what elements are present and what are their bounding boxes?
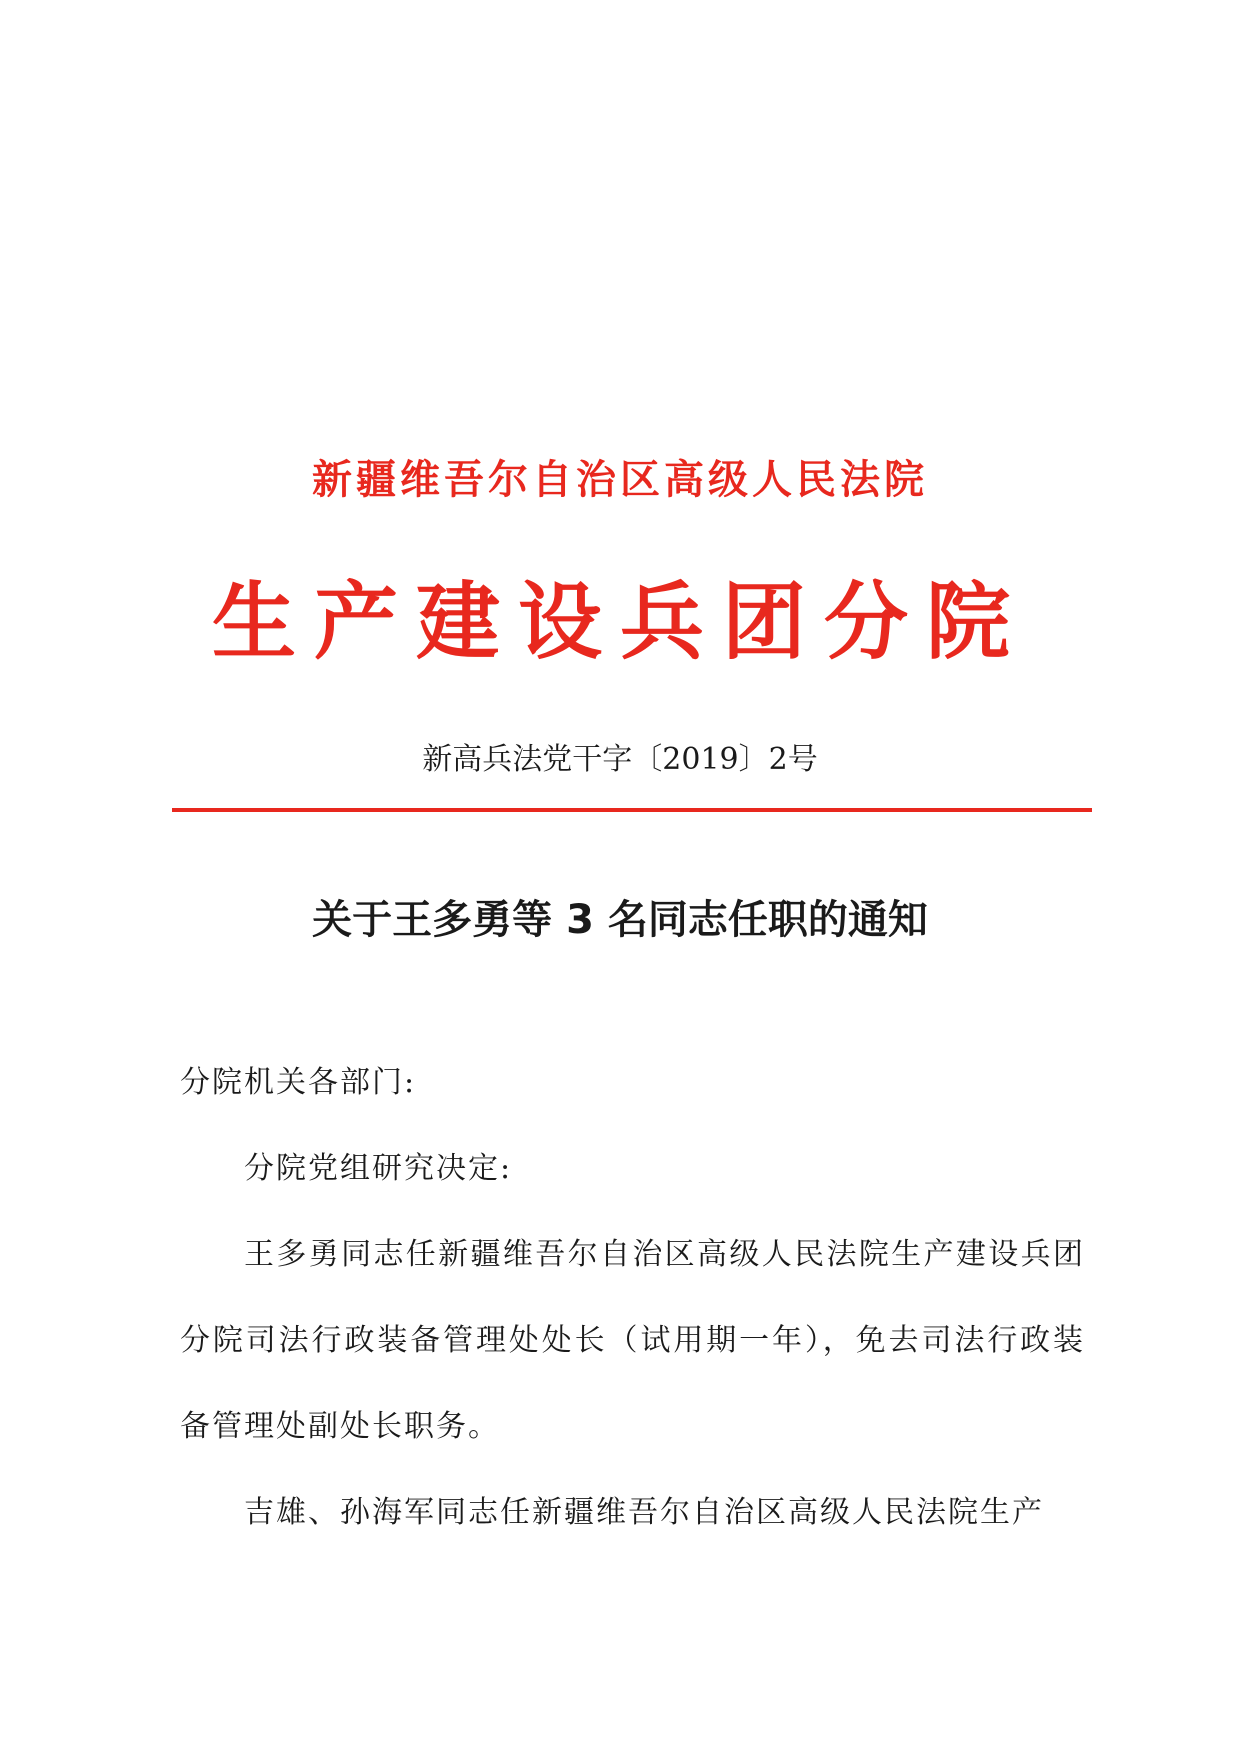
document-number: 新高兵法党干字〔2019〕2号 [422,742,818,777]
notice-title: 关于王多勇等 3 名同志任职的通知 [312,897,928,943]
body-paragraphs [180,1126,1085,1556]
red-separator-line [172,808,1092,812]
org-name-line1: 新疆维吾尔自治区高级人民法院 [312,456,928,503]
paragraph-appointment-2: 吉雄、孙海军同志任新疆维吾尔自治区高级人民法院生产 [244,1495,1044,1530]
org-name-line2: 生产建设兵团分院 [211,573,1028,671]
paragraph-appointment-1: 王多勇同志任新疆维吾尔自治区高级人民法院生产建设兵团分院司法行政装备管理处处长（试用期一年），免去司法行政装备管理处副处长职务。 [180,1237,1085,1444]
paragraph-decision-intro: 分院党组研究决定: [244,1151,513,1186]
salutation: 分院机关各部门: [180,1065,417,1100]
